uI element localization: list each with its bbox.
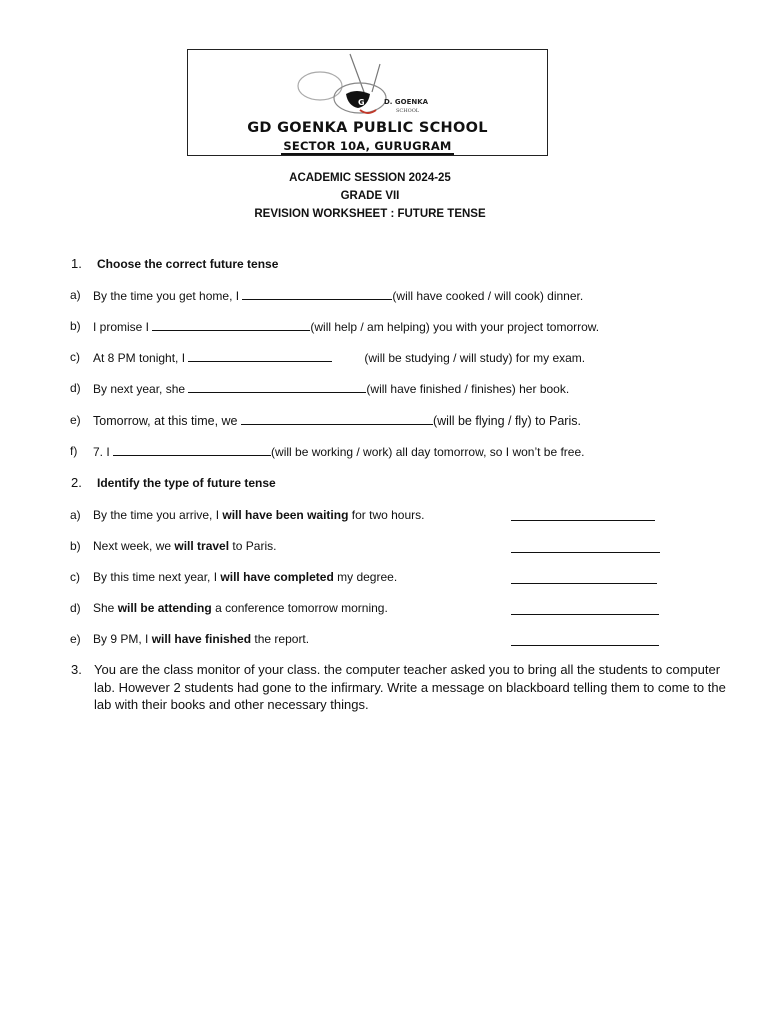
q1-item-d: [93, 381, 569, 396]
q2-item-a-answer-line[interactable]: [511, 519, 655, 521]
q2-item-a-label: a): [70, 508, 81, 522]
q2-item-a-rest: for two hours.: [351, 508, 425, 522]
q1-item-a-prompt: By the time you get home, I: [93, 289, 240, 303]
q1-item-c: [93, 350, 585, 365]
q2-item-e-answer-line[interactable]: [511, 644, 659, 646]
worksheet-title: REVISION WORKSHEET : FUTURE TENSE: [254, 208, 486, 220]
school-sector-text: SECTOR 10A, GURUGRAM: [283, 139, 452, 153]
q2-item-d: [93, 601, 388, 615]
q1-item-c-options: (will be studying / will study) for my exam.: [364, 351, 586, 365]
q2-item-d-label: d): [70, 601, 81, 615]
q1-item-c-label: c): [70, 350, 80, 364]
q2-item-b-verb: will travel: [174, 539, 230, 553]
q1-item-d-label: d): [70, 381, 81, 395]
q1-item-b: [93, 319, 599, 334]
school-name: GD GOENKA PUBLIC SCHOOL: [247, 120, 488, 136]
q2-item-a-verb: will have been waiting: [222, 508, 349, 522]
q1-item-f-blank[interactable]: [113, 444, 271, 456]
q2-item-c-label: c): [70, 570, 80, 584]
q2-item-b-answer-line[interactable]: [511, 551, 660, 553]
q2-item-c-prompt: By this time next year, I: [93, 570, 218, 584]
q1-item-a-blank[interactable]: [242, 288, 392, 300]
question-3-number: 3.: [71, 662, 82, 677]
q2-item-c-rest: my degree.: [337, 570, 398, 584]
q1-item-d-prompt: By next year, she: [93, 382, 186, 396]
q1-item-f: [93, 444, 584, 459]
q2-item-c-answer-line[interactable]: [511, 582, 657, 584]
school-sector: [187, 139, 548, 153]
question-2-heading: Identify the type of future tense: [97, 476, 276, 490]
q2-item-a-prompt: By the time you arrive, I: [93, 508, 220, 522]
q1-item-d-options: (will have finished / finishes) her book.: [366, 382, 570, 396]
q1-item-e-options: (will be flying / fly) to Paris.: [432, 414, 581, 428]
q1-item-e-blank[interactable]: [241, 413, 433, 425]
q2-item-b: [93, 539, 276, 553]
academic-session-title: ACADEMIC SESSION 2024-25: [289, 172, 451, 184]
q1-item-b-options: (will help / am helping) you with your project tomorrow.: [310, 320, 600, 334]
question-1-number: 1.: [71, 256, 82, 271]
q2-item-e-verb: will have finished: [151, 632, 252, 646]
q1-item-c-blank[interactable]: [188, 350, 332, 362]
q1-item-e: [93, 413, 581, 428]
q2-item-a: [93, 508, 424, 522]
svg-text:G: G: [358, 98, 365, 107]
q2-item-e-prompt: By 9 PM, I: [93, 632, 149, 646]
q2-item-e-rest: the report.: [254, 632, 310, 646]
q1-item-e-prompt: Tomorrow, at this time, we: [93, 414, 238, 428]
q1-item-f-prompt: 7. I: [93, 445, 110, 459]
school-logo: [292, 52, 452, 120]
q2-item-e-label: e): [70, 632, 81, 646]
question-1-heading: Choose the correct future tense: [97, 257, 279, 271]
svg-text:SCHOOL: SCHOOL: [396, 108, 420, 114]
q2-item-d-verb: will be attending: [117, 601, 212, 615]
q1-item-a: [93, 288, 583, 303]
q1-item-b-prompt: I promise I: [93, 320, 150, 334]
q2-item-d-answer-line[interactable]: [511, 613, 659, 615]
question-3-text: You are the class monitor of your class. the computer teacher asked you to bring all the students to computer lab. However 2 students had gone to the infirmary. Write a message on blackboard telling them to come to the lab with their books and other necessary things.: [94, 662, 726, 712]
grade-title: GRADE VII: [340, 190, 400, 202]
q1-item-f-options: (will be working / work) all day tomorrow, so I won’t be free.: [271, 445, 585, 459]
q1-item-b-blank[interactable]: [152, 319, 310, 331]
q1-item-b-label: b): [70, 319, 81, 333]
q2-item-d-prompt: She: [93, 601, 115, 615]
q1-item-a-label: a): [70, 288, 81, 302]
q2-item-c-verb: will have completed: [220, 570, 334, 584]
q1-item-c-prompt: At 8 PM tonight, I: [93, 351, 186, 365]
svg-text:D. GOENKA: D. GOENKA: [384, 98, 429, 106]
q2-item-b-rest: to Paris.: [232, 539, 277, 553]
q2-item-d-rest: a conference tomorrow morning.: [215, 601, 388, 615]
q2-item-c: [93, 570, 397, 584]
q2-item-b-label: b): [70, 539, 81, 553]
q2-item-e: [93, 632, 309, 646]
q2-item-b-prompt: Next week, we: [93, 539, 172, 553]
q1-item-d-blank[interactable]: [188, 381, 366, 393]
question-2-number: 2.: [71, 475, 82, 490]
q1-item-a-options: (will have cooked / will cook) dinner.: [392, 289, 584, 303]
q1-item-f-label: f): [70, 444, 78, 458]
q1-item-e-label: e): [70, 413, 81, 427]
